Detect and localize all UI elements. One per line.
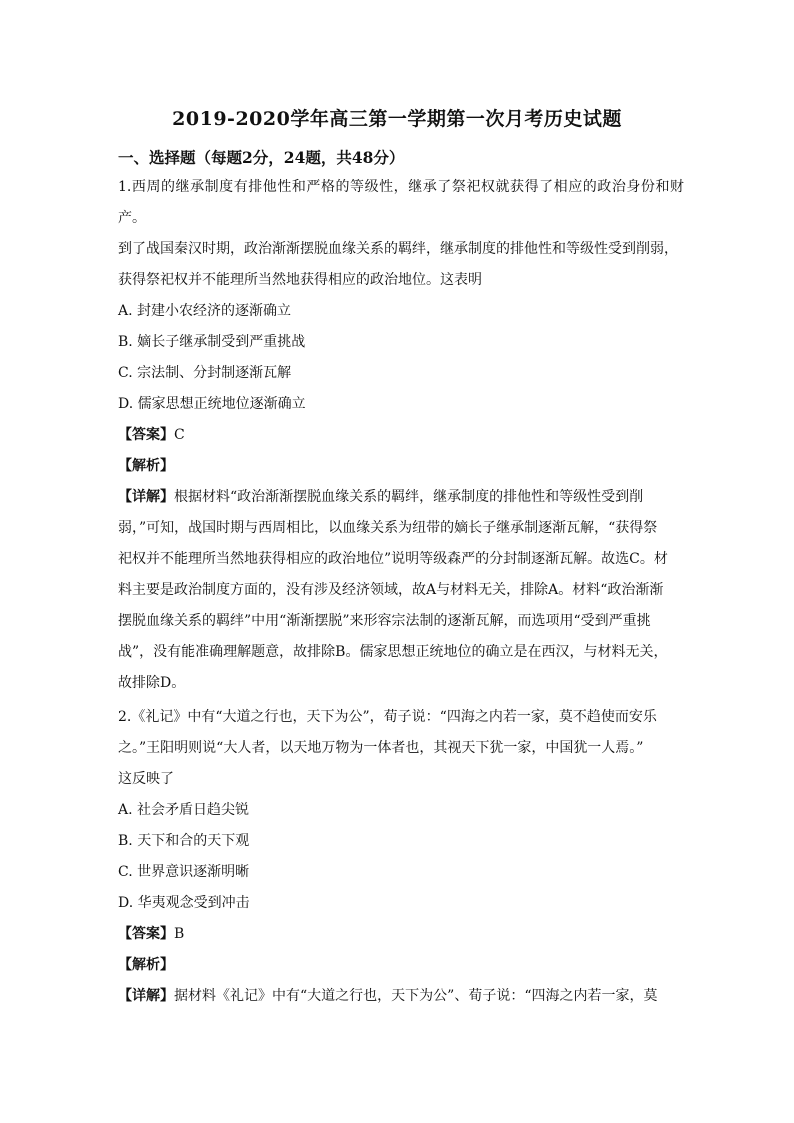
answer-label: 【答案】 [118,926,174,942]
question-stem-line: 这反映了 [118,771,174,787]
detail-label: 【详解】 [118,988,174,1004]
detail-label: 【详解】 [118,489,174,505]
option-c: C. 宗法制、分封制逐渐瓦解 [118,365,292,381]
answer-label: 【答案】 [118,427,174,443]
detail-line: 故排除D。 [118,675,186,691]
detail-text: 据材料《礼记》中有“大道之行也，天下为公”、荀子说：“四海之内若一家，莫 [174,988,658,1004]
question-2 [118,702,684,1012]
detail-line [118,981,684,1012]
question-1 [118,172,684,699]
analysis-label: 【解析】 [118,458,174,474]
detail-line: 祀权并不能理所当然地获得相应的政治地位”说明等级森严的分封制逐渐瓦解。故选C。材 [118,551,668,567]
question-stem-line: 到了战国秦汉时期，政治渐渐摆脱血缘关系的羁绊，继承制度的排他性和等级性受到削弱， [118,241,678,257]
option-a: A. 封建小农经济的逐渐确立 [118,303,292,319]
question-stem-line: 获得祭祀权并不能理所当然地获得相应的政治地位。这表明 [118,272,482,288]
analysis-line [118,451,684,482]
section-heading: 一、选择题（每题2分，24题，共48分） [118,148,405,167]
detail-line [118,482,684,513]
option-a: A. 社会矛盾日趋尖锐 [118,802,250,818]
answer-line [118,420,684,451]
answer-line [118,919,684,950]
detail-text: 根据材料“政治渐渐摆脱血缘关系的羁绊，继承制度的排他性和等级性受到削 [174,489,644,505]
answer-value: C [174,427,185,443]
exam-title: 2019-2020学年高三第一学期第一次月考历史试题 [172,108,622,130]
option-c: C. 世界意识逐渐明晰 [118,864,250,880]
analysis-line [118,950,684,981]
detail-line: 弱，”可知，战国时期与西周相比，以血缘关系为纽带的嫡长子继承制逐渐瓦解，“获得祭 [118,520,658,536]
question-stem-line: 之。”王阳明则说“大人者，以天地万物为一体者也，其视天下犹一家，中国犹一人焉。” [118,740,644,756]
analysis-label: 【解析】 [118,957,174,973]
option-b: B. 天下和合的天下观 [118,833,250,849]
detail-line: 战”，没有能准确理解题意，故排除B。儒家思想正统地位的确立是在西汉，与材料无关， [118,644,668,660]
question-stem-line: 1.西周的继承制度有排他性和严格的等级性，继承了祭祀权就获得了相应的政治身份和财产。 [118,179,684,226]
option-d: D. 华夷观念受到冲击 [118,895,250,911]
question-stem-line: 2.《礼记》中有“大道之行也，天下为公”，荀子说：“四海之内若一家，莫不趋使而安乐 [118,709,657,725]
option-b: B. 嫡长子继承制受到严重挑战 [118,334,306,350]
detail-line: 料主要是政治制度方面的，没有涉及经济领域，故A与材料无关，排除A。材料“政治渐渐 [118,582,664,598]
detail-line: 摆脱血缘关系的羁绊”中用“渐渐摆脱”来形容宗法制的逐渐瓦解，而选项用“受到严重挑 [118,613,651,629]
answer-value: B [174,926,185,942]
option-d: D. 儒家思想正统地位逐渐确立 [118,396,306,412]
